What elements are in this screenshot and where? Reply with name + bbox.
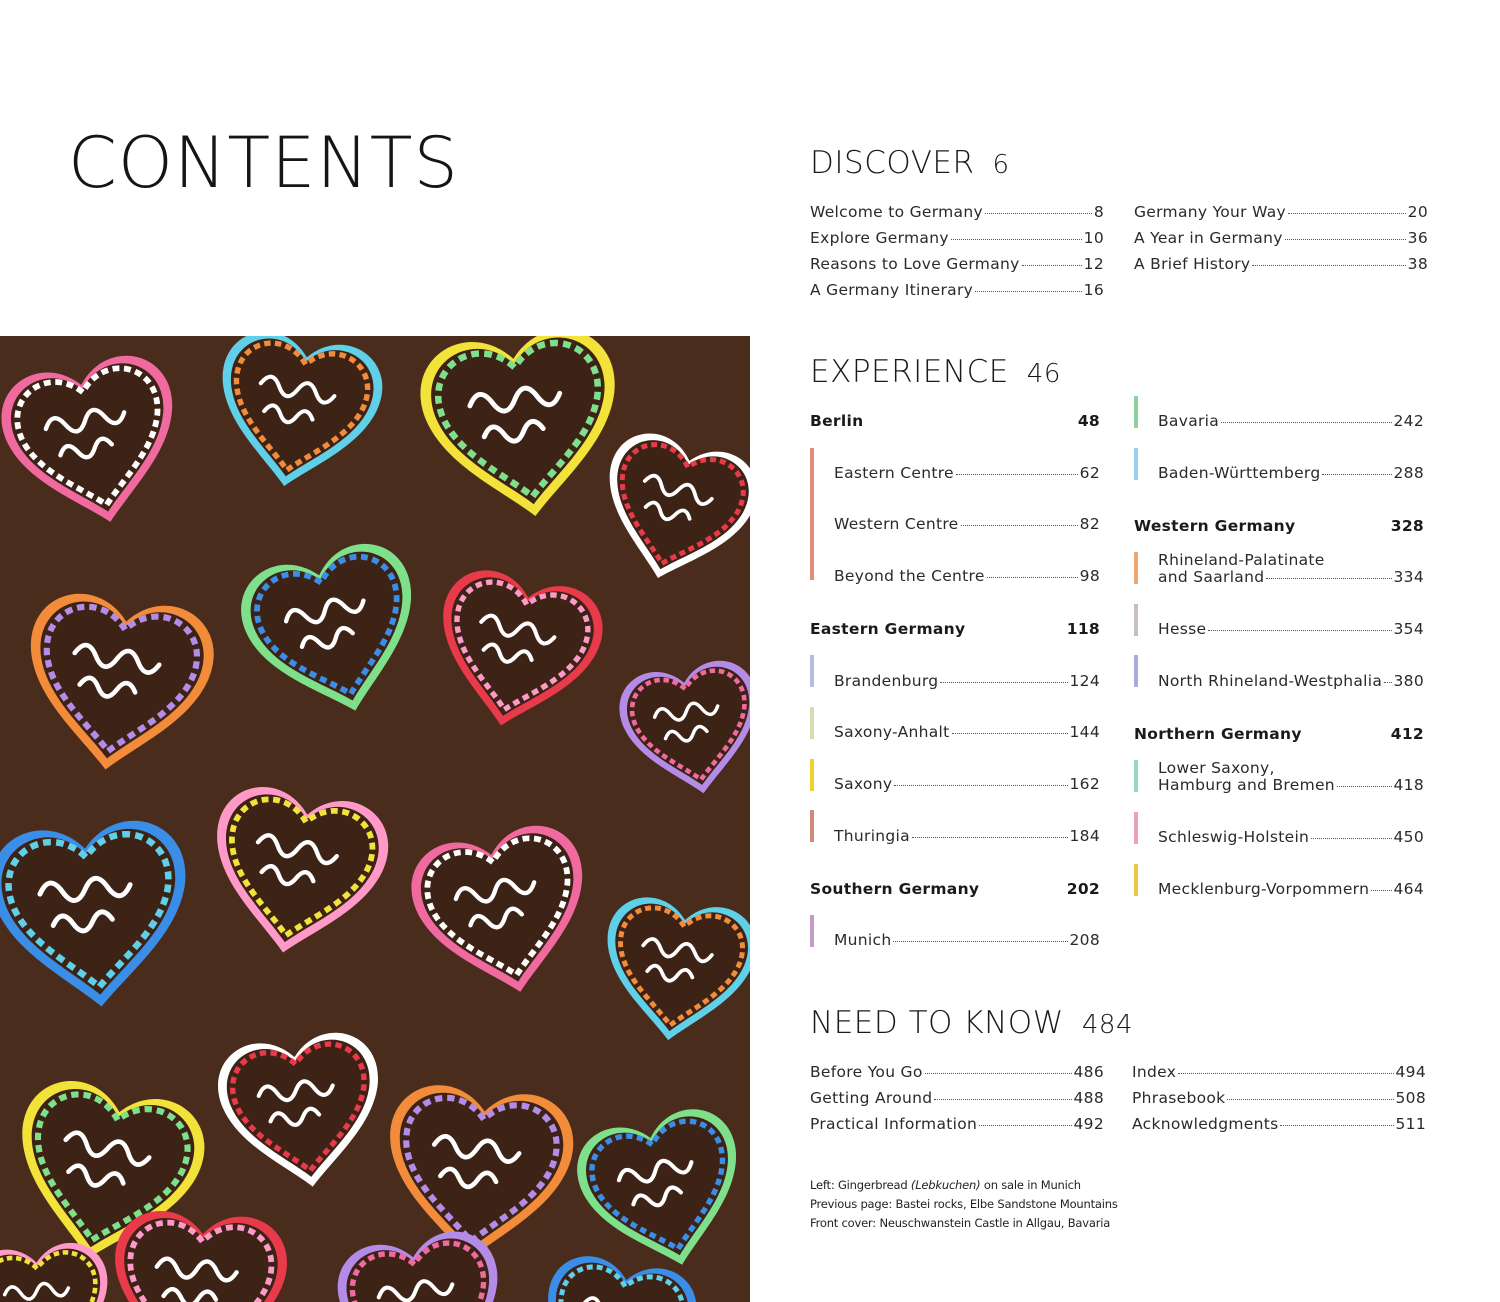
hesse-color-bar [1134, 604, 1138, 636]
toc-entry[interactable]: Mecklenburg-Vorpommern 464 [1158, 880, 1424, 898]
toc-entry[interactable]: Bavaria 242 [1158, 412, 1424, 430]
mecklenburg-color-bar [1134, 864, 1138, 896]
toc-entry[interactable]: Getting Around 488 [810, 1089, 1104, 1107]
toc-entry[interactable]: Saxony-Anhalt 144 [834, 723, 1100, 741]
saxony-color-bar [810, 759, 814, 791]
toc-entry[interactable]: Welcome to Germany 8 [810, 203, 1104, 221]
schleswig-holstein-color-bar [1134, 812, 1138, 844]
rhineland-color-bar [1134, 552, 1138, 584]
gingerbread-hearts-icon [0, 336, 750, 1302]
page-title: CONTENTS [68, 122, 459, 204]
toc-entry[interactable]: Baden-Württemberg 288 [1158, 464, 1424, 482]
toc-entry[interactable]: Brandenburg 124 [834, 672, 1100, 690]
region-southern-germany[interactable]: Southern Germany 202 [810, 880, 1100, 898]
munich-color-bar [810, 915, 814, 947]
region-western-germany[interactable]: Western Germany 328 [1134, 517, 1424, 535]
toc-entry[interactable]: Acknowledgments 511 [1132, 1115, 1426, 1133]
toc-entry[interactable]: Phrasebook 508 [1132, 1089, 1426, 1107]
nrw-color-bar [1134, 655, 1138, 687]
brandenburg-color-bar [810, 655, 814, 687]
saxony-anhalt-color-bar [810, 707, 814, 739]
photo-captions [810, 1176, 1118, 1233]
toc-entry[interactable]: Index 494 [1132, 1063, 1426, 1081]
discover-heading: DISCOVER 6 [810, 145, 1010, 181]
lower-saxony-color-bar [1134, 760, 1138, 792]
toc-entry[interactable]: A Germany Itinerary 16 [810, 281, 1104, 299]
toc-entry[interactable]: North Rhineland-Westphalia 380 [1158, 672, 1424, 690]
toc-entry[interactable]: Schleswig-Holstein 450 [1158, 828, 1424, 846]
toc-entry[interactable]: Thuringia 184 [834, 827, 1100, 845]
bavaria-color-bar [1134, 396, 1138, 428]
toc-entry[interactable]: Beyond the Centre 98 [834, 567, 1100, 585]
toc-entry[interactable]: Explore Germany 10 [810, 229, 1104, 247]
berlin-color-bar [810, 448, 814, 580]
region-berlin[interactable]: Berlin 48 [810, 412, 1100, 430]
toc-entry[interactable]: Saxony 162 [834, 775, 1100, 793]
toc-entry[interactable]: Eastern Centre 62 [834, 464, 1100, 482]
toc-entry[interactable]: Reasons to Love Germany 12 [810, 255, 1104, 273]
need-to-know-heading: NEED TO KNOW 484 [810, 1005, 1133, 1041]
baden-wuerttemberg-color-bar [1134, 448, 1138, 480]
caption-left-photo: Left: Gingerbread (Lebkuchen) on sale in Munich [810, 1178, 1081, 1192]
toc-entry[interactable]: Lower Saxony, Hamburg and Bremen 418 [1158, 759, 1424, 794]
toc-entry[interactable]: Germany Your Way 20 [1134, 203, 1428, 221]
toc-entry[interactable]: Rhineland-Palatinate and Saarland 334 [1158, 551, 1424, 586]
thuringia-color-bar [810, 810, 814, 842]
region-northern-germany[interactable]: Northern Germany 412 [1134, 725, 1424, 743]
toc-entry[interactable]: A Year in Germany 36 [1134, 229, 1428, 247]
toc-entry[interactable]: Hesse 354 [1158, 620, 1424, 638]
experience-heading: EXPERIENCE 46 [810, 354, 1061, 390]
toc-entry[interactable]: Western Centre 82 [834, 515, 1100, 533]
toc-entry[interactable]: Munich 208 [834, 931, 1100, 949]
toc-entry[interactable]: Before You Go 486 [810, 1063, 1104, 1081]
region-eastern-germany[interactable]: Eastern Germany 118 [810, 620, 1100, 638]
caption-previous-page: Previous page: Bastei rocks, Elbe Sandstone Mountains [810, 1197, 1118, 1211]
toc-entry[interactable]: Practical Information 492 [810, 1115, 1104, 1133]
toc-entry[interactable]: A Brief History 38 [1134, 255, 1428, 273]
gingerbread-photo [0, 336, 750, 1302]
caption-front-cover: Front cover: Neuschwanstein Castle in Allgau, Bavaria [810, 1216, 1111, 1230]
